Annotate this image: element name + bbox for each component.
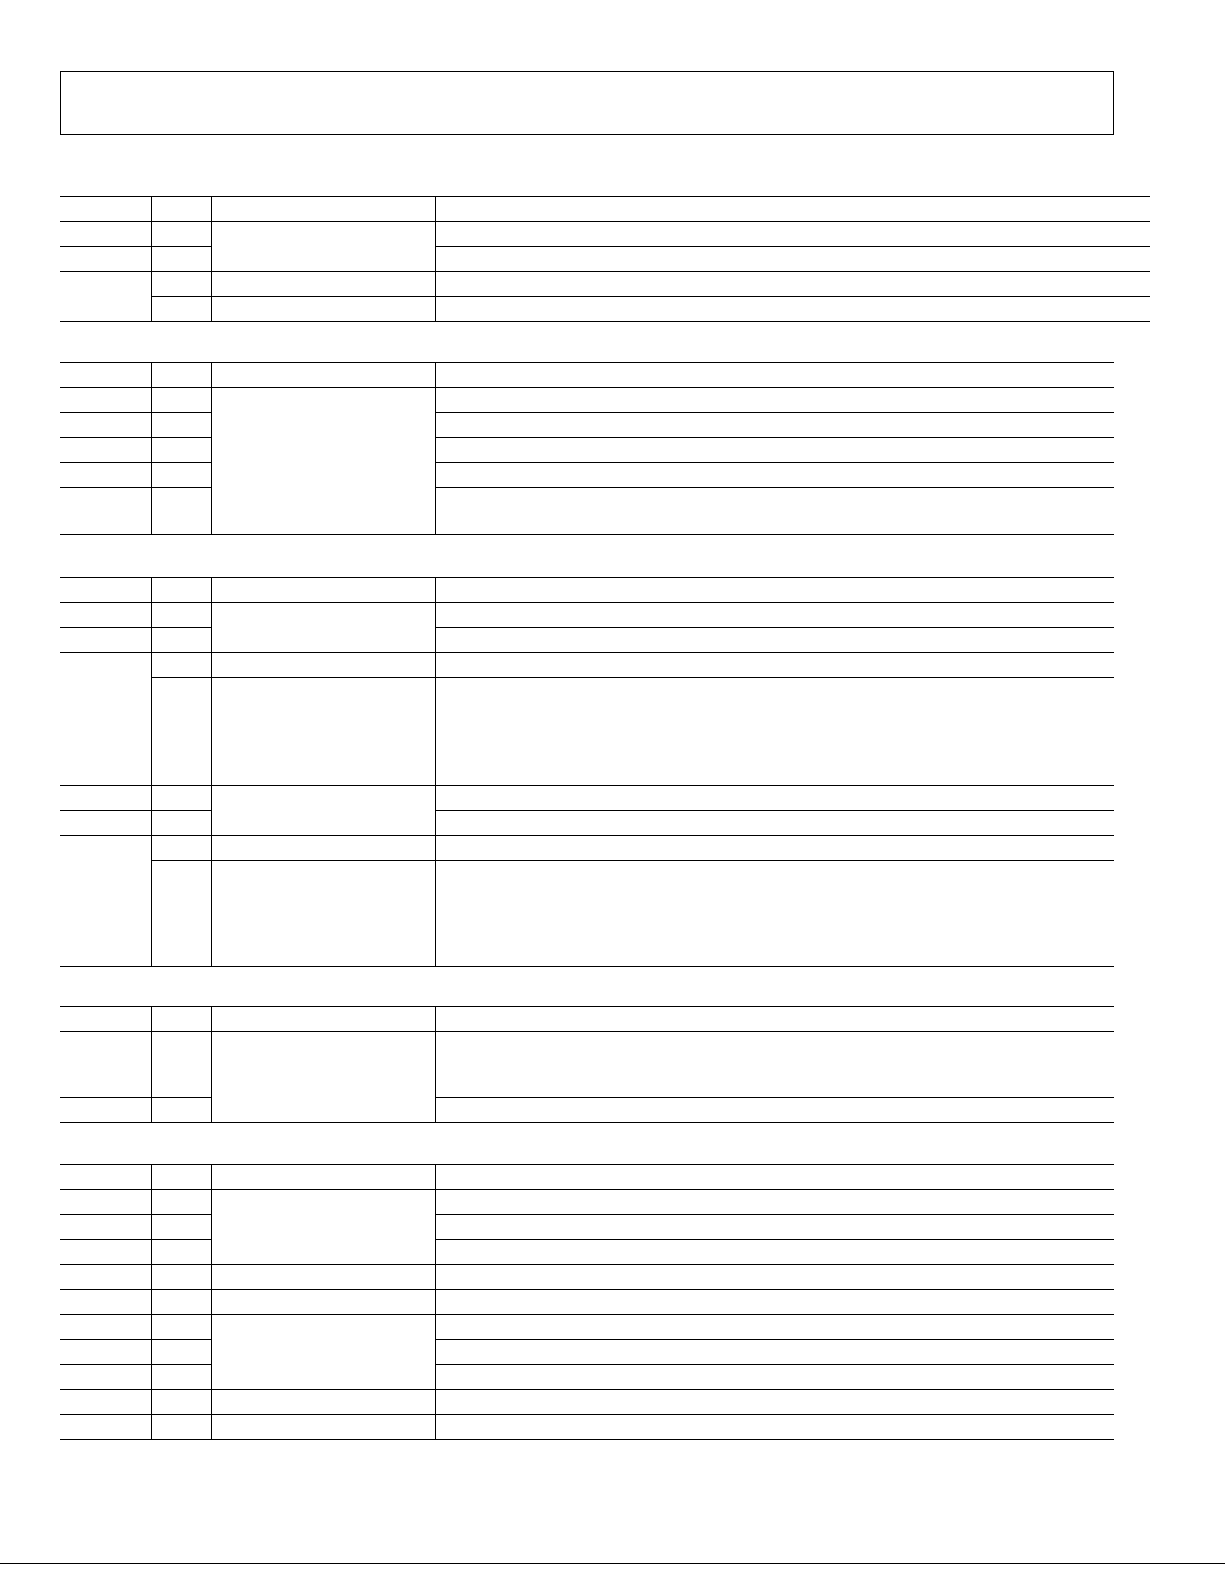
table-cell — [60, 628, 151, 653]
table-cell — [211, 653, 435, 678]
table-cell — [151, 1290, 211, 1315]
table-row — [60, 1265, 1114, 1290]
table-cell — [435, 1032, 1114, 1098]
table-cell — [151, 811, 211, 836]
table-cell — [211, 272, 435, 297]
table-row — [60, 1415, 1114, 1440]
table-cell — [211, 1390, 435, 1415]
table-cell — [60, 1365, 151, 1390]
table-cell — [60, 1215, 151, 1240]
table-cell — [151, 1032, 211, 1098]
table-cell — [435, 247, 1150, 272]
table-cell — [151, 388, 211, 413]
table-header-cell — [435, 363, 1114, 388]
table-row — [60, 197, 1150, 222]
table-header-cell — [211, 1007, 435, 1032]
table-cell — [211, 836, 435, 861]
table-row — [60, 578, 1114, 603]
table-cell — [60, 1415, 151, 1440]
table-cell — [60, 1098, 151, 1123]
table-cell — [60, 272, 151, 322]
table-row — [60, 1390, 1114, 1415]
table-row — [60, 1007, 1114, 1032]
table-cell — [151, 1415, 211, 1440]
table-cell — [435, 1215, 1114, 1240]
table-header-cell — [435, 197, 1150, 222]
table-header-cell — [435, 1165, 1114, 1190]
table-row — [60, 297, 1150, 322]
table-row — [60, 1032, 1114, 1098]
table-header-cell — [151, 1165, 211, 1190]
table-cell — [435, 1365, 1114, 1390]
table-cell — [211, 1415, 435, 1440]
table-row — [60, 222, 1150, 247]
table-cell — [151, 786, 211, 811]
table-header-cell — [151, 578, 211, 603]
table-row — [60, 1165, 1114, 1190]
table-cell — [60, 603, 151, 628]
table-header-cell — [211, 578, 435, 603]
table-header-cell — [151, 197, 211, 222]
table-cell — [151, 1098, 211, 1123]
table-cell — [151, 678, 211, 786]
table-cell — [151, 1190, 211, 1215]
table-header-cell — [60, 1165, 151, 1190]
table-cell — [435, 1265, 1114, 1290]
table-cell — [60, 1290, 151, 1315]
table-cell — [60, 413, 151, 438]
table-cell — [151, 861, 211, 967]
table-cell — [60, 488, 151, 535]
table-cell — [435, 388, 1114, 413]
table-cell — [211, 1315, 435, 1390]
table-row — [60, 603, 1114, 628]
table-row — [60, 786, 1114, 811]
register-table-3 — [60, 577, 1114, 967]
table-cell — [435, 272, 1150, 297]
register-table-5 — [60, 1164, 1114, 1440]
table-row — [60, 653, 1114, 678]
table-cell — [435, 1415, 1114, 1440]
table-header-cell — [60, 578, 151, 603]
table-cell — [435, 222, 1150, 247]
table-cell — [151, 297, 211, 322]
table-cell — [151, 1265, 211, 1290]
table-cell — [60, 1190, 151, 1215]
table-cell — [151, 628, 211, 653]
table-header-cell — [151, 363, 211, 388]
table-cell — [435, 1290, 1114, 1315]
table-row — [60, 363, 1114, 388]
table-cell — [435, 1390, 1114, 1415]
table-cell — [151, 1365, 211, 1390]
register-table-4 — [60, 1006, 1114, 1123]
table-row — [60, 272, 1150, 297]
table-cell — [211, 786, 435, 836]
table-cell — [60, 222, 151, 247]
table-cell — [60, 1390, 151, 1415]
table-cell — [60, 653, 151, 786]
table-cell — [211, 1265, 435, 1290]
table-cell — [211, 678, 435, 786]
table-cell — [60, 1340, 151, 1365]
table-cell — [435, 413, 1114, 438]
table-cell — [60, 463, 151, 488]
table-cell — [60, 786, 151, 811]
table-cell — [151, 438, 211, 463]
table-cell — [435, 463, 1114, 488]
table-cell — [60, 1240, 151, 1265]
table-cell — [211, 297, 435, 322]
table-cell — [435, 678, 1114, 786]
table-cell — [151, 222, 211, 247]
table-header-cell — [60, 1007, 151, 1032]
table-cell — [151, 1315, 211, 1340]
table-cell — [60, 1265, 151, 1290]
table-cell — [435, 786, 1114, 811]
table-cell — [435, 1340, 1114, 1365]
table-cell — [151, 1390, 211, 1415]
table-cell — [151, 836, 211, 861]
table-cell — [211, 861, 435, 967]
table-cell — [211, 1290, 435, 1315]
table-header-cell — [211, 1165, 435, 1190]
table-row — [60, 1190, 1114, 1215]
table-row — [60, 1290, 1114, 1315]
table-cell — [435, 653, 1114, 678]
table-cell — [211, 603, 435, 653]
table-header-cell — [211, 363, 435, 388]
footer-rule — [0, 1563, 1225, 1564]
table-cell — [211, 388, 435, 535]
table-header-cell — [435, 1007, 1114, 1032]
table-row — [60, 1315, 1114, 1340]
table-cell — [211, 1190, 435, 1265]
table-cell — [435, 603, 1114, 628]
table-header-cell — [60, 197, 151, 222]
table-cell — [435, 1190, 1114, 1215]
table-cell — [435, 628, 1114, 653]
table-row — [60, 836, 1114, 861]
table-header-cell — [435, 578, 1114, 603]
table-cell — [435, 1240, 1114, 1265]
table-cell — [151, 603, 211, 628]
table-cell — [435, 1315, 1114, 1340]
table-cell — [60, 438, 151, 463]
table-cell — [151, 463, 211, 488]
table-cell — [60, 1032, 151, 1098]
table-cell — [211, 1032, 435, 1123]
table-cell — [151, 1215, 211, 1240]
table-cell — [151, 488, 211, 535]
table-cell — [435, 1098, 1114, 1123]
register-table-1 — [60, 196, 1150, 322]
table-cell — [151, 1340, 211, 1365]
table-cell — [435, 297, 1150, 322]
table-cell — [435, 836, 1114, 861]
table-row — [60, 678, 1114, 786]
table-cell — [60, 836, 151, 967]
header-box — [60, 71, 1114, 135]
table-cell — [60, 247, 151, 272]
table-cell — [435, 861, 1114, 967]
table-cell — [435, 488, 1114, 535]
table-row — [60, 861, 1114, 967]
table-cell — [60, 388, 151, 413]
table-cell — [151, 247, 211, 272]
table-cell — [435, 811, 1114, 836]
table-cell — [60, 1315, 151, 1340]
table-cell — [60, 811, 151, 836]
table-header-cell — [60, 363, 151, 388]
table-cell — [151, 653, 211, 678]
table-cell — [151, 413, 211, 438]
register-table-2 — [60, 362, 1114, 535]
table-cell — [211, 222, 435, 272]
table-cell — [151, 1240, 211, 1265]
table-row — [60, 388, 1114, 413]
table-header-cell — [151, 1007, 211, 1032]
table-cell — [435, 438, 1114, 463]
table-header-cell — [211, 197, 435, 222]
table-cell — [151, 272, 211, 297]
